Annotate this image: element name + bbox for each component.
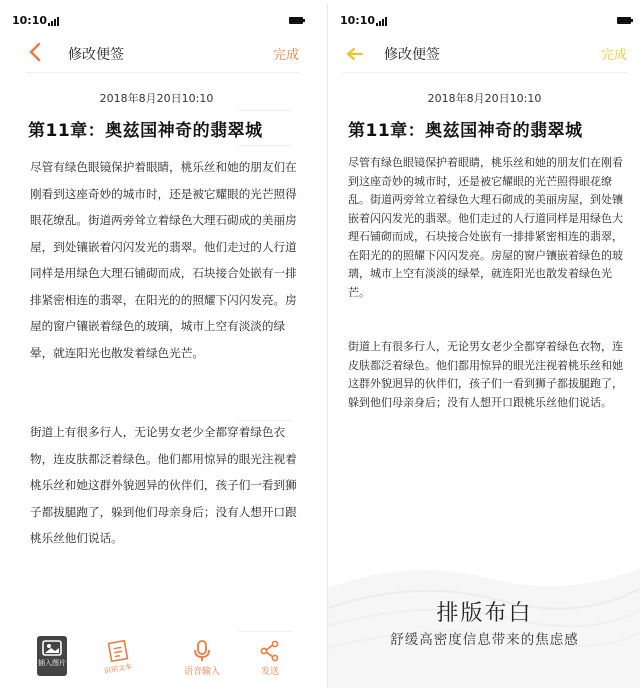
send-button[interactable] (240, 640, 300, 677)
divider (238, 145, 292, 146)
nav-bar (0, 40, 313, 68)
divider (238, 110, 292, 111)
voice-input-button[interactable] (172, 640, 232, 677)
divider (238, 631, 292, 632)
share-icon (260, 640, 280, 662)
done-button[interactable]: 完成 (600, 48, 627, 63)
chevron-left-icon[interactable] (28, 42, 42, 65)
insert-image-button[interactable] (22, 636, 82, 676)
page-title: 修改便签 (384, 47, 440, 63)
bottom-toolbar (0, 634, 313, 684)
page-title: 修改便签 (68, 47, 124, 63)
tool-label: 发送 (260, 667, 279, 677)
arrow-left-icon[interactable] (346, 44, 364, 64)
tool-label: 语音输入 (183, 667, 220, 677)
image-icon (42, 640, 62, 656)
feature-banner (328, 548, 640, 688)
signal-icon (376, 17, 387, 26)
status-time: 10:10 (12, 14, 48, 27)
battery-icon (289, 17, 303, 24)
status-time: 10:10 (340, 14, 376, 27)
note-body[interactable] (30, 154, 300, 605)
nav-bar (328, 40, 640, 68)
note-body[interactable] (348, 154, 628, 448)
tool-label: 识别文本 (103, 662, 133, 676)
chapter-title[interactable]: 第11章：奥兹国神奇的翡翠城 (348, 121, 583, 141)
note-date: 2018年8月20日10:10 (427, 92, 542, 105)
scan-text-icon (107, 640, 129, 662)
battery-icon (617, 17, 631, 24)
divider (26, 72, 299, 73)
microphone-icon (193, 640, 211, 662)
done-button[interactable]: 完成 (272, 48, 299, 63)
paragraph: 尽管有绿色眼镜保护着眼睛，桃乐丝和她的朋友们在刚看到这座奇妙的城市时，还是被它耀眼的光芒照得眼花缭乱。街道两旁耸立着绿色大理石砌成的美丽房屋，到处镶嵌着闪闪发光的翡翠。他们走过的人行道同样是用绿色大理石铺砌而成，石块接合处嵌有一排排紧密相连的翡翠，在阳光的的照耀下闪闪发亮。房屋的窗户镶嵌着绿色的玻璃，城市上空有淡淡的绿晕，就连阳光也散发着绿色光芒。 (30, 160, 297, 360)
status-bar (12, 14, 303, 30)
chapter-title[interactable]: 第11章：奥兹国神奇的翡翠城 (28, 121, 263, 141)
tool-label: 插入图片 (38, 659, 66, 667)
banner-subtitle: 舒缓高密度信息带来的焦虑感 (390, 632, 579, 648)
scan-text-button[interactable] (88, 640, 148, 674)
paragraph: 街道上有很多行人，无论男女老少全都穿着绿色衣物，连皮肤都泛着绿色。他们都用惊异的眼光注视着桃乐丝和她这群外貌迥异的伙伴们，孩子们一看到狮子都拔腿跑了，躲到他们母亲身后；没有人想开口跟桃乐丝他们说话。 (348, 340, 623, 409)
banner-title: 排版布白 (436, 601, 533, 626)
paragraph: 尽管有绿色眼镜保护着眼睛，桃乐丝和她的朋友们在刚看到这座奇妙的城市时，还是被它耀眼的光芒照得眼花缭乱。街道两旁耸立着绿色大理石砌成的美丽房屋，到处镶嵌着闪闪发光的翡翠。他们走过的人行道同样是用绿色大理石铺砌而成，石块接合处嵌有一排排紧密相连的翡翠，在阳光的的照耀下闪闪发亮。房屋的窗户镶嵌着绿色的玻璃，城市上空有淡淡的绿晕，就连阳光也散发着绿色光芒。 (348, 156, 623, 299)
note-date: 2018年8月20日10:10 (99, 92, 214, 105)
signal-icon (48, 17, 59, 26)
left-screen (0, 4, 313, 688)
divider (342, 72, 627, 73)
paragraph: 街道上有很多行人，无论男女老少全都穿着绿色衣物，连皮肤都泛着绿色。他们都用惊异的眼光注视着桃乐丝和她这群外貌迥异的伙伴们，孩子们一看到狮子都拔腿跑了，躲到他们母亲身后；没有人想开口跟桃乐丝他们说话。 (30, 425, 297, 545)
status-bar (340, 14, 631, 30)
right-screen (327, 4, 640, 688)
